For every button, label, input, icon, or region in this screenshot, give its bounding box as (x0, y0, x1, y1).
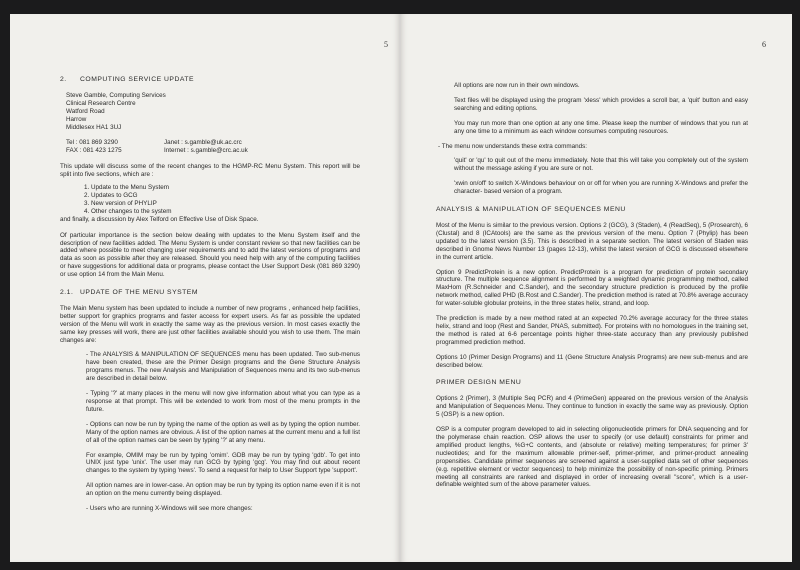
list-item: 1. Update to the Menu System (84, 184, 170, 192)
contact-block (60, 139, 360, 155)
right-page (400, 14, 792, 562)
primer-paragraph: Options 2 (Primer), 3 (Multiple Seq PCR) and 4 (PrimeGen) appeared on the previous version of the Analysis and Manipulation of Sequences Menu. They continue to function in exactly the same way as previously. Option 5 (OSP) is a new option. (436, 395, 748, 419)
lowercase-paragraph: All option names are in lower-case. An option may be run by typing its option name even if it is not an option on the menu currently being displayed. (86, 482, 360, 498)
xless-paragraph: Text files will be displayed using the program 'xless' which provides a scroll bar, a 'quit' button and easy searching and editing options. (454, 96, 748, 112)
left-page (10, 14, 400, 562)
address-block (66, 92, 360, 132)
bullet-analysis: - The ANALYSIS & MANIPULATION OF SEQUENCES menu has been updated. Two sub-menus have been created, these are the Primer Design programs and the Gene Structure Analysis programs menus. The new Analysis and Manipulation of Sequences menu and its two sub-menus are described in detail below. (86, 351, 360, 383)
contact-janet: Janet : s.gamble@uk.ac.crc (164, 139, 242, 147)
section-title: COMPUTING SERVICE UPDATE (80, 76, 195, 83)
page-number: 6 (762, 40, 766, 49)
contact-internet: Internet : s.gamble@crc.ac.uk (164, 147, 248, 155)
bullet-options: - Options can now be run by typing the name of the option as well as by typing the option number. Many of the option names are obvious. A list of the option names at the current menu and a full list of all of the option names can be seen by typing '?' at any menu. (86, 420, 360, 444)
primer-heading: PRIMER DESIGN MENU (436, 379, 522, 387)
quit-paragraph: 'quit' or 'qu' to quit out of the menu immediately. Note that this will take you completely out of the system without the message asking if you are sure or not. (454, 157, 748, 173)
subsection-heading (60, 289, 360, 297)
xwindows-changes (454, 82, 748, 136)
changes-list (86, 351, 360, 513)
address-line: Harrow (66, 115, 87, 123)
analysis-heading: ANALYSIS & MANIPULATION OF SEQUENCES MENU (436, 206, 626, 214)
analysis-paragraph: Most of the Menu is similar to the previous version. Options 2 (GCG), 3 (Staden), 4 (ReadSeq), 5 (Prosearch), 6 (Clustal) and 8 (ICAtools) are the same as the previous version of the menu. Option 7 (Phylip) has been updated to the latest version (3.5). This is described in a separate section. The latest version of Staden was described in Gnome News Number 13 (pages 12-13), whilst the latest version of GCG is discussed elsewhere in the current article. (436, 221, 748, 261)
bullet-extra-commands: - The menu now understands these extra commands: (438, 142, 587, 150)
prediction-paragraph: The prediction is made by a new method rated at an expected 70.2% average accuracy for the three states helix, strand and loop (Rest and Sander, PNAS, submitted). For proteins with no homologues in the training set, the method is rated at 6-6 percentage points higher three-state accuracy than any previously published programmed prediction method. (436, 315, 748, 346)
address-line: Steve Gamble, Computing Services (66, 91, 166, 99)
contact-tel: Tel : 081 869 3290 (66, 139, 118, 147)
xwin-paragraph: 'xwin on/off' to switch X-Windows behaviour on or off for when you are running X-Windows and prefer the character- based version of a program. (454, 180, 748, 196)
page-number: 5 (384, 40, 388, 49)
list-item: 3. New version of PHYLIP (84, 199, 157, 207)
list-item: 4. Other changes to the system (84, 207, 172, 215)
address-line: Clinical Research Centre (66, 99, 136, 107)
section-heading (60, 76, 360, 84)
contact-row (66, 147, 360, 155)
subsection-title: UPDATE OF THE MENU SYSTEM (80, 289, 198, 297)
extra-commands (454, 157, 748, 196)
sections-list (84, 184, 360, 216)
contact-fax: FAX : 081 423 1275 (66, 147, 122, 155)
bullet-typing: - Typing '?' at many places in the menu will now give information about what you can type as a response at that prompt. This will be extended to work from most of the menu prompts in the future. (86, 390, 360, 413)
address-line: Middlesex HA1 3UJ (66, 123, 122, 131)
example-paragraph: For example, OMIM may be run by typing 'omim'. GDB may be run by typing 'gdb'. To get into UNIX just type 'unix'. The user may run GCG by typing 'gcg'. You may find out about recent changes to the system by typing 'news'. To send a request for help to User Support type 'support'. (86, 451, 360, 475)
sections-tail: and finally, a discussion by Alex Telford on Effective Use of Disk Space. (60, 215, 259, 223)
subsection-number: 2.1. (60, 289, 74, 297)
left-page-content (60, 76, 360, 520)
list-item: 2. Updates to GCG (84, 191, 138, 199)
section-number: 2. (60, 76, 67, 83)
own-windows-paragraph: All options are now run in their own windows. (454, 82, 580, 89)
right-page-content (436, 82, 748, 496)
address-line: Watford Road (66, 107, 105, 115)
main-paragraph: The Main Menu system has been updated to include a number of new programs , enhanced help facilities, better support for graphics programs and faster access for expert users. As far as possible the updated version of the Menu will work in exactly the same way as the previous version. In most cases exactly the same key presses will work, there are just other facilities available should you wish to use them. The main changes are: (60, 304, 360, 344)
option9-paragraph: Option 9 PredictProtein is a new option. PredictProtein is a program for prediction of protein secondary structure. The multiple sequence alignment is performed by a weighted dynamic programming method, called MaxHom (R.Schneider and C.Sander), and the secondary structure prediction is produced by the profile network method, called PHD (B.Rost and C.Sander). The prediction method is rated at 70.8% average accuracy for water-soluble globular proteins, in the three states helix, strand, and loop. (436, 268, 748, 308)
contact-row (66, 139, 360, 147)
more-than-one-paragraph: You may run more than one option at any one time. Please keep the number of windows that you run at any one time to a minimum as each window consumes computing resources. (454, 119, 748, 135)
intro-paragraph: This update will discuss some of the recent changes to the HGMP-RC Menu System. This report will be split into five sections, which are : (60, 163, 360, 179)
options-10-11-paragraph: Options 10 (Primer Design Programs) and 11 (Gene Structure Analysis Programs) are new sub-menus and are described below. (436, 353, 748, 369)
bullet-xwindows: - Users who are running X-Windows will see more changes: (86, 505, 253, 513)
importance-paragraph: Of particular importance is the section below dealing with updates to the Menu System itself and the description of new facilities added. The Menu System is under constant review so that new facilities can be added where possible to meet changing user requirements and to add the latest versions of programs and data as soon as possible after they are released. Should you need help with any of the computing facilities or have suggestions for additional data or programs, please contact the User Support Desk (081 869 3290) or use option 14 from the Main Menu. (60, 231, 360, 279)
osp-paragraph: OSP is a computer program developed to aid in selecting oligonucleotide primers for DNA sequencing and for the polymerase chain reaction. OSP allows the user to specify (or use default) constraints for primer and amplified product lengths, %G+C contents, and (absolute or relative) melting temperatures; for primer 3' nucleotides; and for the maximum allowable primer-self, primer-primer, and primer-product annealing propensities. Candidate primer sequences are screened against a user-supplied data set of other sequences (e.g. repetitive element or vector sequences) to help minimize the possibility of non-specific priming. Primers meeting all constraints are ranked and displayed in order of increasing overall "score", which is a user- definable weighted sum of the above parameter values. (436, 426, 748, 489)
